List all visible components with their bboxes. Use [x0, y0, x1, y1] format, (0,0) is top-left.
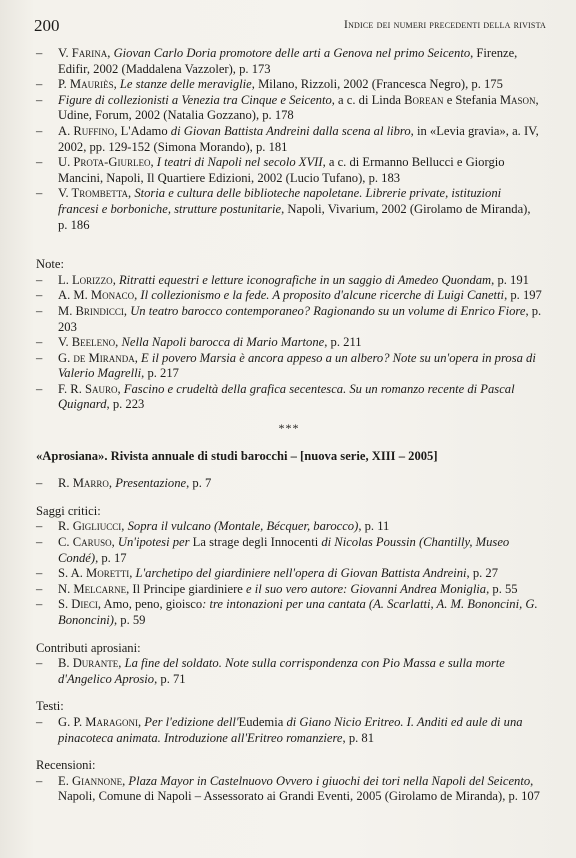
section-label-recensioni: Recensioni: — [36, 758, 96, 773]
list-item: – C. Caruso, Un'ipotesi per La strage degli Innocenti di Nicolas Poussin (Chantilly, Museo Condé), p. 17 — [36, 535, 510, 565]
section-label-note: Note: — [36, 257, 64, 272]
list-item: – A. Ruffino, L'Adamo di Giovan Battista Andreini dalla scena al libro, in «Levia gravia», a. IV, 2002, pp. 129-152 (Simona Morando), p. 181 — [36, 123, 539, 154]
section-label-saggi: Saggi critici: — [36, 503, 101, 518]
list-item: – G. P. Maragoni, Per l'edizione dell'Eudemia di Giano Nicio Eritreo. I. Anditi ed aule di una pinacoteca animata. Introduzione all'Eritreo romanziere, p. 81 — [36, 714, 523, 745]
list-item: – Figure di collezionisti a Venezia tra Cinque e Seicento, a c. di Linda Borean e Stefania Mason, Udine, Forum, 2002 (Natalia Gozzano), p. 178 — [36, 92, 539, 123]
list-item: – F. R. Sauro, Fascino e crudeltà della grafica secentesca. Su un romanzo recente di Pascal Quignard, p. 223 — [36, 381, 515, 412]
list-item: – N. Melcarne, Il Principe giardiniere e il suo vero autore: Giovanni Andrea Moniglia, p. 55 — [36, 581, 518, 596]
list-item: – V. Beeleno, Nella Napoli barocca di Mario Martone, p. 211 — [36, 335, 362, 350]
list-item: – R. Marro, Presentazione, p. 7 — [36, 476, 212, 491]
list-item: – R. Gigliucci, Sopra il vulcano (Montale, Bécquer, barocco), p. 11 — [36, 519, 390, 534]
list-item: – S. A. Moretti, L'archetipo del giardiniere nell'opera di Giovan Battista Andreini, p. 27 — [36, 566, 499, 581]
list-item: – P. Mauriès, Le stanze delle meraviglie, Milano, Rizzoli, 2002 (Francesca Negro), p. 175 — [36, 77, 503, 92]
running-title: Indice dei numeri precedenti della rivista — [344, 19, 546, 31]
list-item: – M. Brindicci, Un teatro barocco contemporaneo? Ragionando su un volume di Enrico Fiore, p. 203 — [36, 303, 542, 334]
list-item: – G. de Miranda, E il povero Marsia è ancora appeso a un albero? Note su un'opera in prosa di Valerio Magrelli, p. 217 — [36, 350, 536, 381]
journal-heading: «Aprosiana». Rivista annuale di studi barocchi – [nuova serie, XIII – 2005] — [36, 448, 438, 463]
list-item: – E. Giannone, Plaza Mayor in Castelnuovo Ovvero i giuochi dei tori nella Napoli del Seicento, Napoli, Comune di Napoli – Assessorato ai Grandi Eventi, 2005 (Girolamo de Miranda), p. 107 — [36, 773, 540, 804]
section-label-testi: Testi: — [36, 699, 64, 714]
index-content — [36, 46, 542, 805]
section-label-contributi: Contributi aprosiani: — [36, 640, 141, 655]
list-item: – B. Durante, La fine del soldato. Note sulla corrispondenza con Pio Massa e sulla morte d'Angelico Aprosio, p. 71 — [36, 656, 505, 686]
page-header — [34, 16, 546, 38]
section-separator: *** — [278, 421, 300, 436]
list-item: – S. Dieci, Amo, peno, gioisco: tre intonazioni per una cantata (A. Scarlatti, A. M. Bononcini, G. Bononcini), p. 59 — [36, 597, 538, 627]
list-item: – V. Farina, Giovan Carlo Doria promotore delle arti a Genova nel primo Seicento, Firenze, Edifir, 2002 (Maddalena Vazzoler), p. 173 — [36, 46, 518, 76]
list-item: – U. Prota-Giurleo, I teatri di Napoli nel secolo XVII, a c. di Ermanno Bellucci e Giorgio Mancini, Napoli, Il Quartiere Edizioni, 2002 (Lucio Tufano), p. 183 — [36, 155, 505, 185]
page-number: 200 — [34, 16, 60, 35]
list-item: – V. Trombetta, Storia e cultura delle biblioteche napoletane. Librerie private, istituzioni francesi e borboniche, strutture postunitarie, Napoli, Vivarium, 2002 (Girolamo de Miranda), p. 186 — [36, 186, 531, 232]
list-item: – A. M. Monaco, Il collezionismo e la fede. A proposito d'alcune ricerche di Luigi Canetti, p. 197 — [36, 288, 542, 303]
list-item: – L. Lorizzo, Ritratti equestri e letture iconografiche in un saggio di Amedeo Quondam, p. 191 — [36, 272, 529, 287]
